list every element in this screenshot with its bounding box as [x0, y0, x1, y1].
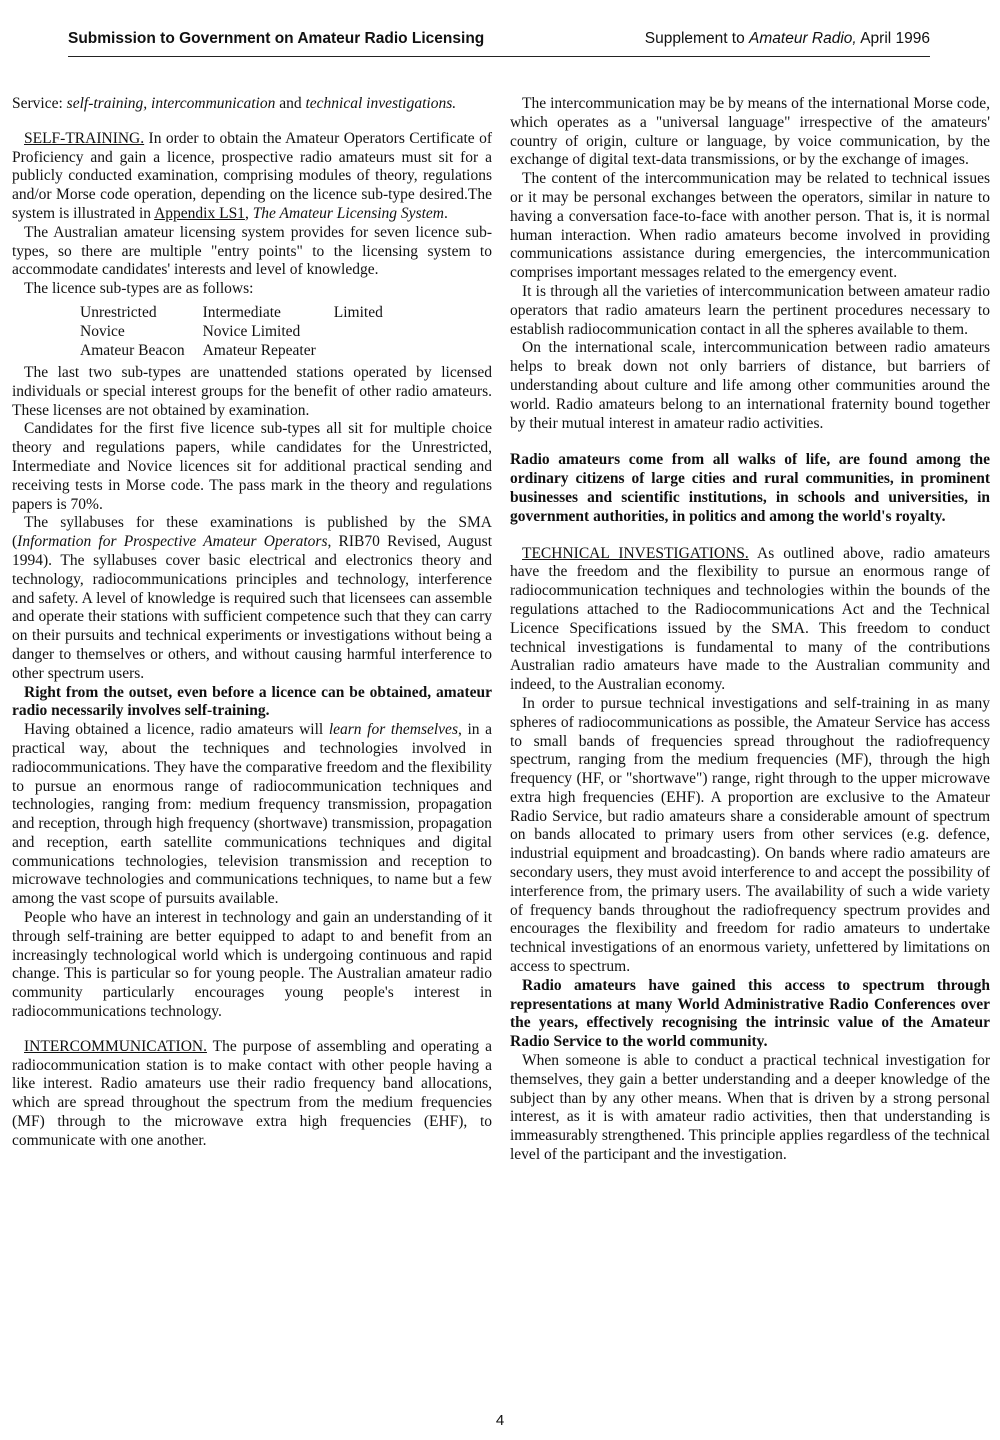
right-column [510, 95, 990, 1165]
technical-investigations-paragraph [510, 545, 990, 695]
emphasis-paragraph: Radio amateurs have gained this access to spectrum through representations at many World Administrative Radio Conferences over the years, effectively recognising the intrinsic value of the Amateur Radio Service to the world community. [510, 976, 990, 1051]
intro-text: Service: [12, 95, 67, 112]
page-header [68, 28, 930, 57]
self-training-paragraph [12, 130, 492, 224]
left-column [12, 95, 492, 1151]
paragraph: The Australian amateur licensing system provides for seven licence sub-types, so there are multiple "entry points" to the licensing system to accommodate candidates' interests and level of knowledge. [12, 223, 492, 279]
header-journal: Amateur Radio, [749, 30, 857, 47]
paragraph: The intercommunication may be by means of the international Morse code, which operates as a "universal language" irrespective of the amateurs' country of origin, culture or language, by voice communication, by the exchange of digital text-data transmissions, or by the exchange of images. [510, 95, 990, 169]
intercommunication-heading: INTERCOMMUNICATION. [24, 1037, 207, 1055]
table-row [80, 322, 401, 341]
table-cell: Amateur Beacon [80, 341, 185, 359]
self-training-heading: SELF-TRAINING. [24, 129, 145, 147]
intercommunication-text: The purpose of assembling and operating a radiocommunication station is to make contact with other people having a like interest. Radio amateurs use their radio frequency band allocations, which are spread throughout the spectrum from the medium frequencies (MF) through to the microwave extra high frequencies (EHF), to communicate with one another. [12, 1037, 492, 1149]
table-cell: Amateur Repeater [202, 341, 316, 359]
publication-title: Information for Prospective Amateur Operators [17, 533, 328, 551]
intro-italic: self-training, intercommunication [66, 95, 276, 112]
paragraph [12, 514, 492, 683]
header-prefix: Supplement to [644, 30, 750, 47]
table-cell: Intermediate [202, 303, 281, 321]
appendix-title: The Amateur Licensing System [252, 204, 444, 222]
paragraph: In order to pursue technical investigations and self-training in as many spheres of radiocommunications as possible, the Amateur Service has access to small bands of frequencies spread throughout the radiofrequency spectrum, ranging from the medium frequencies (MF), through the high frequency (HF, or "shortwave") range, right through to the upper microwave extra high frequencies (EHF). A proportion are exclusive to the Amateur Radio Service, but radio amateurs share a considerable amount of spectrum on bands allocated to primary users from other services (e.g. defence, industrial equipment and broadcasting). On bands where radio amateurs are secondary users, they must avoid interference to and accept the possibility of interference from, the primary users. The availability of such a wide variety of frequency bands throughout the radiofrequency spectrum provides and encourages the flexibility and freedom for radio amateurs to undertake technical investigations of an enormous variety, unfettered by limitations on access to spectrum. [510, 694, 990, 976]
paragraph: Candidates for the first five licence sub-types all sit for multiple choice theory and regulations papers, while candidates for the Unrestricted, Intermediate and Novice licences sit for additional practical sending and receiving tests in Morse code. The pass mark in the theory and regulations papers is 70%. [12, 420, 492, 513]
header-date: April 1996 [856, 30, 930, 47]
table-cell: Unrestricted [80, 303, 157, 321]
table-cell [334, 322, 401, 341]
intro-paragraph [12, 95, 492, 114]
text: , RIB70 Revised, August 1994). The syllabuses cover basic electrical and electronics theory and technology, radiocommunications principles and technology, interference and safety. A level of knowledge is required such that licensees can assemble and operate their stations with sufficient competence such that they can carry on their pursuits and technical experiments or investigations without being a danger to themselves or others, and without causing harmful interference to other spectrum users. [12, 533, 492, 682]
comma: , [244, 204, 253, 222]
paragraph: It is through all the varieties of intercommunication between amateur radio operators that radio amateurs learn the pertinent procedures necessary to establish radiocommunication contact in all the spheres available to them. [510, 282, 990, 338]
paragraph: The licence sub-types are as follows: [24, 280, 254, 298]
paragraph: On the international scale, intercommunication between radio amateurs helps to break down not only barriers of distance, but barriers of understanding about culture and life among other communities around the world. Radio amateurs belong to an international fraternity bound together by their mutual interest in amateur radio activities. [510, 339, 990, 432]
paragraph [12, 721, 492, 909]
table-row [80, 341, 401, 360]
table-row [80, 303, 401, 322]
period: . [443, 204, 448, 222]
technical-text: As outlined above, radio amateurs have the freedom and the flexibility to pursue an enormous range of radiocommunication techniques and technologies within the bounds of the regulations attached to the Radiocommunications Act and the Technical Licence Specifications issued by the SMA. This freedom to conduct technical investigations is fundamental to many of the contributions Australian radio amateurs have made to the Australian community and indeed, to the Australian economy. [510, 544, 990, 694]
intro-and: and [275, 95, 306, 112]
self-training-text: In order to obtain the Amateur Operators Certificate of Proficiency and gain a licence, prospective radio amateurs must sit for a publicly conducted examination, comprising modules of theory, regulations and/or Morse code operation, depending on the licence sub-type desired.The system is illustrated in [12, 129, 492, 222]
header-publication [645, 30, 930, 48]
italic-text: learn for themselves [328, 721, 458, 739]
licence-subtypes-table [80, 303, 401, 360]
header-title: Submission to Government on Amateur Radio Licensing [68, 30, 485, 47]
intro-italic-2: technical investigations. [305, 95, 457, 112]
technical-investigations-heading: TECHNICAL INVESTIGATIONS. [522, 544, 749, 562]
text: The syllabuses for these examinations is published by the SMA ( [12, 514, 492, 551]
emphasis-paragraph: Right from the outset, even before a licence can be obtained, amateur radio necessarily involves self-training. [12, 683, 492, 720]
table-cell [334, 341, 401, 360]
paragraph: The content of the intercommunication may be related to technical issues or it may be personal exchanges between the operators, similar in nature to having a conversation face-to-face with another person. That is, it is normal human interaction. When radio amateurs become involved in providing communications assistance during emergencies, the intercommunication comprises important messages related to the emergency event. [510, 170, 990, 282]
paragraph: People who have an interest in technology and gain an understanding of it through self-training are better equipped to adapt to and benefit from an increasingly technological world which is undergoing continuous and rapid change. This is particular so for young people. The Australian amateur radio community particularly encourages young people's interest in radiocommunications technology. [12, 909, 492, 1021]
appendix-link[interactable]: Appendix LS1 [154, 204, 245, 222]
callout-paragraph: Radio amateurs come from all walks of life, are found among the ordinary citizens of large cities and rural communities, in prominent businesses and scientific institutions, in schools and universities, in government authorities, in politics and among the world's royalty. [510, 451, 990, 525]
text: Having obtained a licence, radio amateurs will [24, 721, 329, 739]
paragraph: When someone is able to conduct a practical technical investigation for themselves, they gain a better understanding and a deeper knowledge of the subject than by any other means. When that is driven by a strong personal interest, as it is with amateur radio activities, then that understanding is immeasurably strengthened. This principle applies regardless of the technical level of the participant and the investigation. [510, 1052, 990, 1164]
table-cell: Novice [80, 322, 125, 340]
table-cell: Limited [333, 303, 383, 321]
intercommunication-paragraph [12, 1038, 492, 1151]
table-cell: Novice Limited [202, 322, 301, 340]
paragraph: The last two sub-types are unattended stations operated by licensed individuals or special interest groups for the benefit of other radio amateurs. These licenses are not obtained by examination. [12, 363, 492, 419]
page-number: 4 [495, 1412, 505, 1429]
text: , in a practical way, about the techniques and technologies involved in radiocommunications. They have the comparative freedom and the flexibility to pursue an enormous range of radiocommunication techniques and technologies, ranging from: medium frequency transmission, propagation and reception, through high frequency (shortwave) transmission, propagation and reception, earth satellite communications techniques and digital communications technologies, television transmission and reception to microwave technologies and communications techniques, to name but a few among the vast scope of pursuits available. [12, 721, 493, 908]
